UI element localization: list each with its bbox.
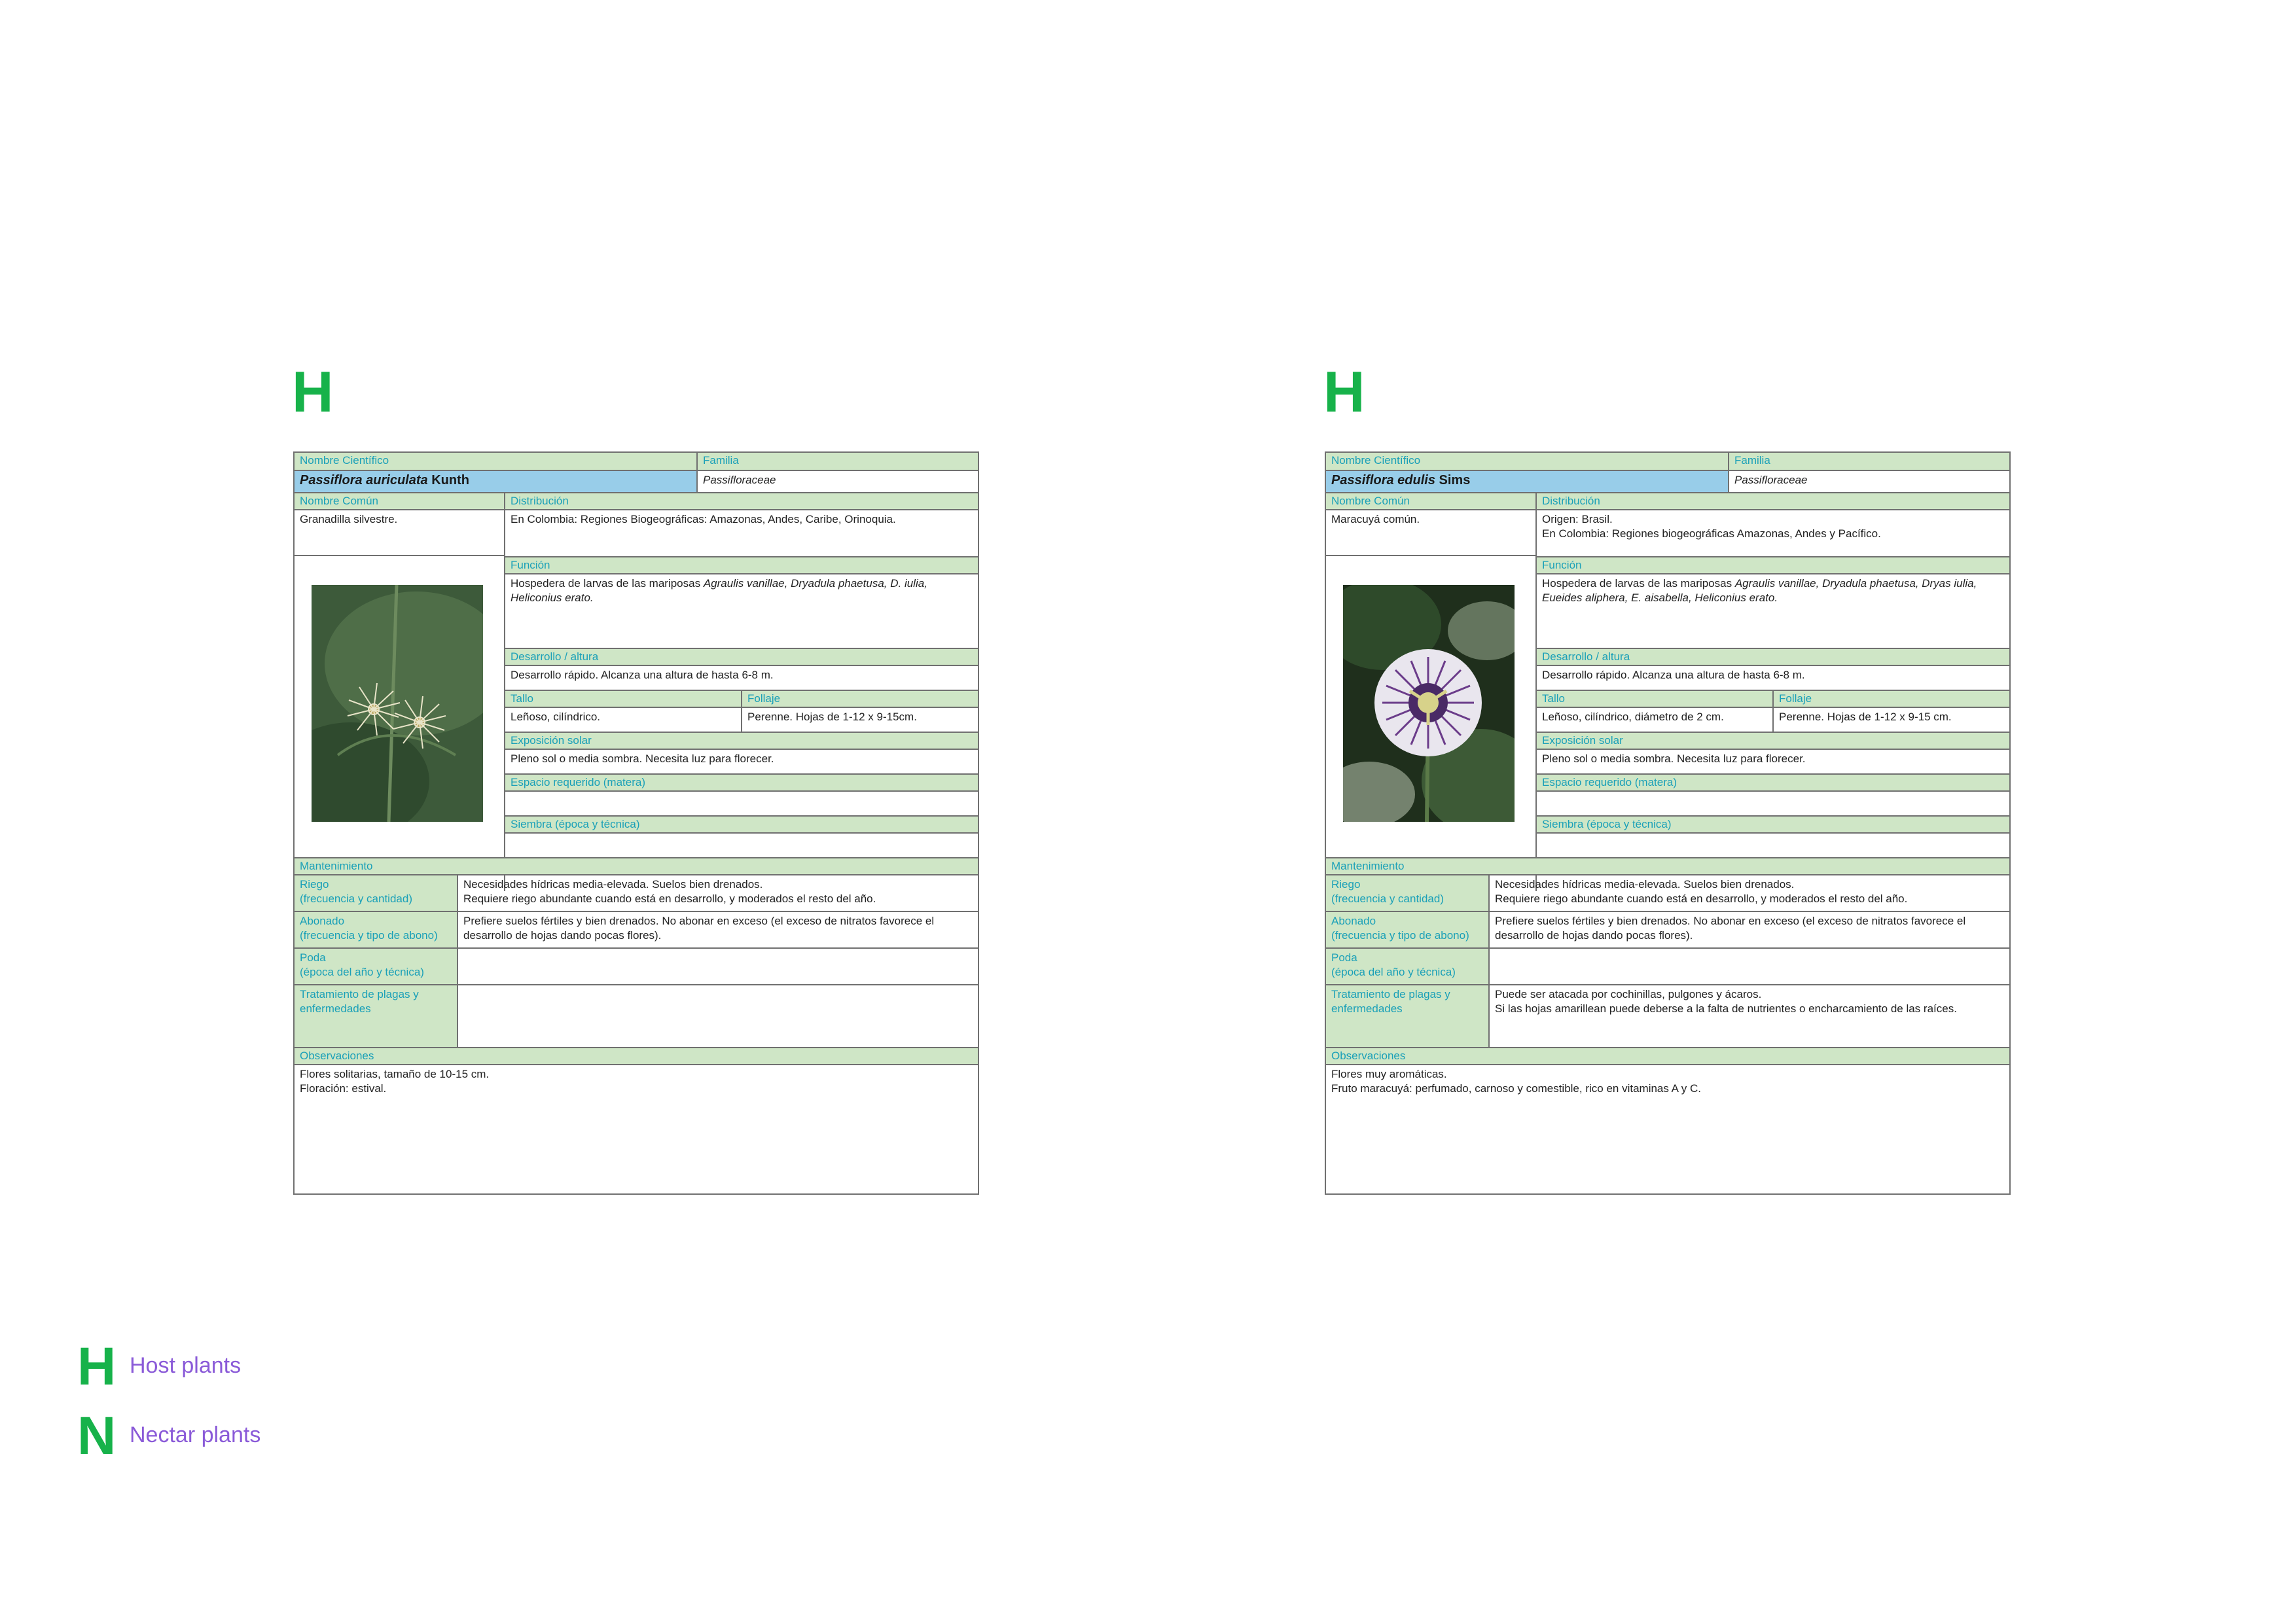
pests-value xyxy=(458,985,978,1047)
family-label: Familia xyxy=(698,453,978,471)
legend-host-letter: H xyxy=(77,1337,117,1396)
scientific-author: Kunth xyxy=(427,473,469,487)
function-label: Función xyxy=(1537,556,2009,574)
function-species: Agraulis vanillae, Dryadula phaetusa, D. iulia, Heliconius erato. xyxy=(511,577,927,604)
pruning-label: Poda (época del año y técnica) xyxy=(295,949,458,985)
space-value xyxy=(1537,792,2009,815)
scientific-name xyxy=(295,471,698,492)
distribution-value: Origen: Brasil. En Colombia: Regiones biogeográficas Amazonas, Andes y Pacífico. xyxy=(1542,513,1881,540)
sun-value: Pleno sol o media sombra. Necesita luz para florecer. xyxy=(1542,752,1806,765)
fertilizer-value: Prefiere suelos fértiles y bien drenados. No abonar en exceso (el exceso de nitratos favorece el desarrollo de hojas dando pocas flores). xyxy=(463,915,935,942)
family-value: Passifloraceae xyxy=(1734,474,1808,486)
host-category-letter: H xyxy=(292,359,334,424)
passiflora-auriculata-photo xyxy=(312,585,483,822)
host-category-letter: H xyxy=(1323,359,1365,424)
foliage-value: Perenne. Hojas de 1-12 x 9-15 cm. xyxy=(1779,711,1952,723)
function-value xyxy=(505,574,978,648)
foliage-value: Perenne. Hojas de 1-12 x 9-15cm. xyxy=(747,711,917,723)
legend-nectar-letter: N xyxy=(77,1406,117,1466)
scientific-name-label: Nombre Científico xyxy=(295,453,698,471)
function-value xyxy=(1537,574,2009,648)
sun-value: Pleno sol o media sombra. Necesita luz para florecer. xyxy=(511,752,774,765)
observations-label: Observaciones xyxy=(295,1047,978,1065)
legend-host-label: Host plants xyxy=(130,1353,242,1378)
plant-sheet-1 xyxy=(293,451,979,1195)
scientific-name-label: Nombre Científico xyxy=(1326,453,1729,471)
maintenance-label: Mantenimiento xyxy=(1326,857,2009,875)
distribution-value: En Colombia: Regiones Biogeográficas: Amazonas, Andes, Caribe, Orinoquia. xyxy=(511,513,896,525)
sowing-label: Siembra (época y técnica) xyxy=(505,815,978,834)
scientific-author: Sims xyxy=(1435,473,1471,487)
foliage-label: Follaje xyxy=(742,690,978,708)
scientific-genus: Passiflora auriculata xyxy=(300,473,428,487)
plant-sheet-2 xyxy=(1325,451,2011,1195)
irrigation-label: Riego (frecuencia y cantidad) xyxy=(295,875,458,912)
irrigation-value: Necesidades hídricas media-elevada. Suelos bien drenados. Requiere riego abundante cuando está en desarrollo, y moderados el resto del año. xyxy=(1495,878,1908,905)
space-label: Espacio requerido (matera) xyxy=(505,773,978,792)
foliage-label: Follaje xyxy=(1774,690,2009,708)
stem-label: Tallo xyxy=(1537,690,1774,708)
common-name-label: Nombre Común xyxy=(295,492,505,510)
pests-value: Puede ser atacada por cochinillas, pulgones y ácaros. Si las hojas amarillean puede deberse a la falta de nutrientes o encharcamiento de las raíces. xyxy=(1495,988,1957,1015)
pruning-label: Poda (época del año y técnica) xyxy=(1326,949,1490,985)
sun-label: Exposición solar xyxy=(505,732,978,750)
passiflora-edulis-photo xyxy=(1343,585,1515,822)
development-label: Desarrollo / altura xyxy=(505,648,978,666)
maintenance-label: Mantenimiento xyxy=(295,857,978,875)
sowing-value xyxy=(1537,834,2009,857)
fertilizer-label: Abonado (frecuencia y tipo de abono) xyxy=(295,912,458,949)
sun-label: Exposición solar xyxy=(1537,732,2009,750)
space-value xyxy=(505,792,978,815)
sowing-label: Siembra (época y técnica) xyxy=(1537,815,2009,834)
function-label: Función xyxy=(505,556,978,574)
plant-photo xyxy=(312,585,483,822)
irrigation-value: Necesidades hídricas media-elevada. Suelos bien drenados. Requiere riego abundante cuando está en desarrollo, y moderados el resto del año. xyxy=(463,878,876,905)
scientific-name xyxy=(1326,471,1729,492)
function-species: Agraulis vanillae, Dryadula phaetusa, Dryas iulia, Eueides aliphera, E. aisabella, Heliconius erato. xyxy=(1542,577,1977,604)
sowing-value xyxy=(505,834,978,857)
function-prefix: Hospedera de larvas de las mariposas xyxy=(1542,577,1735,590)
legend-nectar-label: Nectar plants xyxy=(130,1422,261,1447)
distribution-label: Distribución xyxy=(505,492,978,510)
family-label: Familia xyxy=(1729,453,2009,471)
scientific-genus: Passiflora edulis xyxy=(1331,473,1435,487)
distribution-label: Distribución xyxy=(1537,492,2009,510)
plant-photo xyxy=(1343,585,1515,822)
pests-label: Tratamiento de plagas y enfermedades xyxy=(295,985,458,1047)
fertilizer-value: Prefiere suelos fértiles y bien drenados. No abonar en exceso (el exceso de nitratos favorece el desarrollo de hojas dando pocas flores). xyxy=(1495,915,1966,942)
observations-value: Flores solitarias, tamaño de 10-15 cm. Floración: estival. xyxy=(300,1068,490,1095)
observations-value: Flores muy aromáticas. Fruto maracuyá: perfumado, carnoso y comestible, rico en vitaminas A y C. xyxy=(1331,1068,1702,1095)
stem-value: Leñoso, cilíndrico, diámetro de 2 cm. xyxy=(1542,711,1724,723)
development-value: Desarrollo rápido. Alcanza una altura de hasta 6-8 m. xyxy=(1542,669,1805,681)
common-name-value: Maracuyá común. xyxy=(1331,513,1420,525)
family-value: Passifloraceae xyxy=(703,474,776,486)
pests-label: Tratamiento de plagas y enfermedades xyxy=(1326,985,1490,1047)
irrigation-label: Riego (frecuencia y cantidad) xyxy=(1326,875,1490,912)
common-name-value: Granadilla silvestre. xyxy=(300,513,398,525)
function-prefix: Hospedera de larvas de las mariposas xyxy=(511,577,704,590)
pruning-value xyxy=(458,949,978,985)
fertilizer-label: Abonado (frecuencia y tipo de abono) xyxy=(1326,912,1490,949)
space-label: Espacio requerido (matera) xyxy=(1537,773,2009,792)
pruning-value xyxy=(1490,949,2009,985)
development-label: Desarrollo / altura xyxy=(1537,648,2009,666)
stem-label: Tallo xyxy=(505,690,742,708)
common-name-label: Nombre Común xyxy=(1326,492,1537,510)
observations-label: Observaciones xyxy=(1326,1047,2009,1065)
stem-value: Leñoso, cilíndrico. xyxy=(511,711,601,723)
development-value: Desarrollo rápido. Alcanza una altura de hasta 6-8 m. xyxy=(511,669,774,681)
